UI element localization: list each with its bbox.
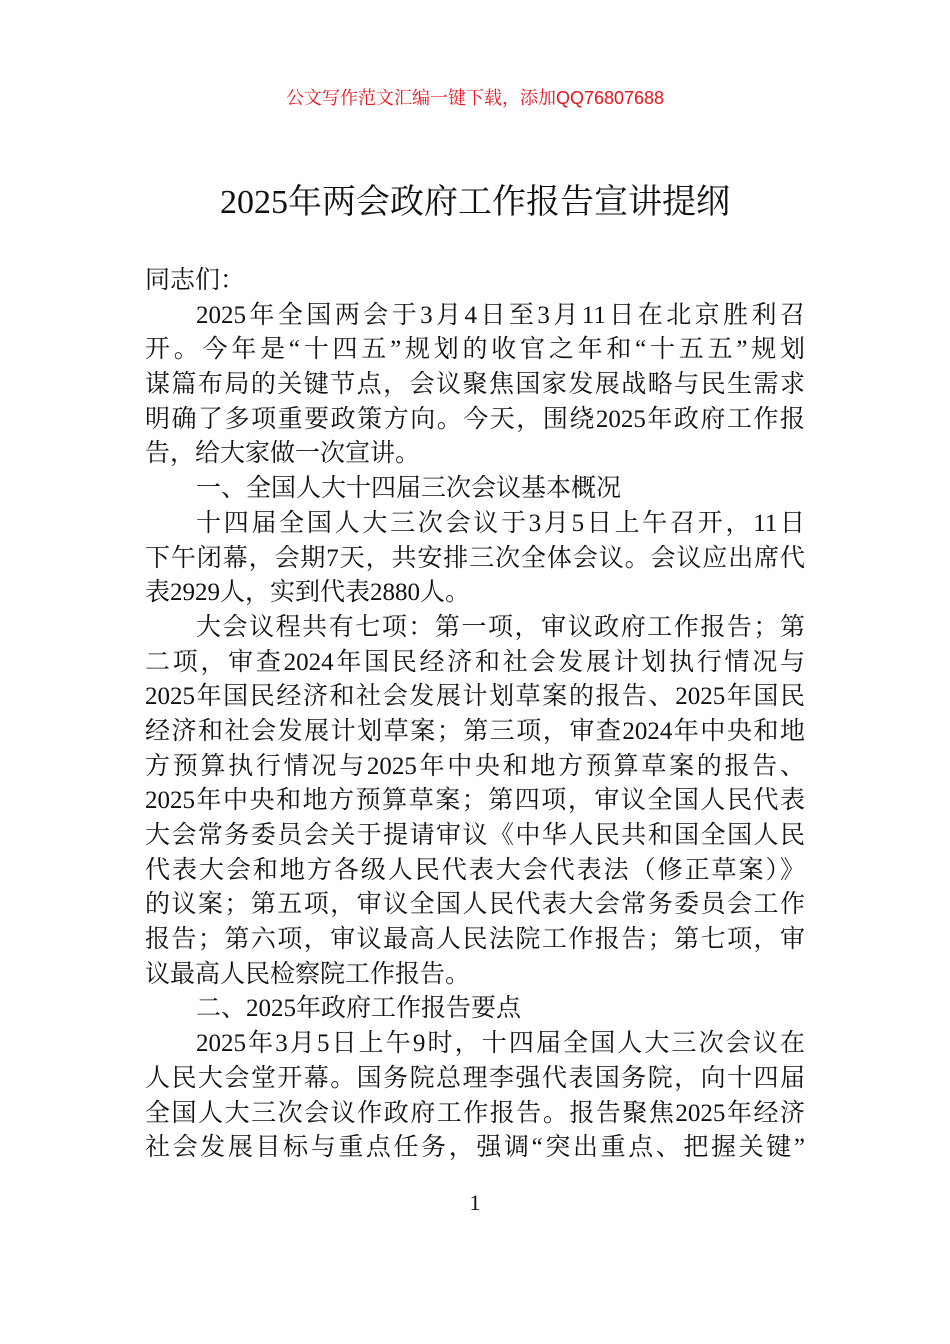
text-line: 经济和社会发展计划草案；第三项，审查2024年中央和地	[145, 717, 805, 745]
text-line: 表2929人，实到代表2880人。	[145, 579, 471, 607]
text-line: 明确了多项重要政策方向。今天，围绕2025年政府工作报	[145, 405, 805, 433]
text-line: 代表大会和地方各级人民代表大会代表法（修正草案）》	[145, 856, 805, 884]
text-line: 2025年中央和地方预算草案；第四项，审议全国人民代表	[145, 787, 805, 815]
text-line: 大会常务委员会关于提请审议《中华人民共和国全国人民	[145, 822, 805, 849]
text-line: 十四届全国人大三次会议于3月5日上午召开，11日	[196, 509, 805, 537]
text-line: 人民大会堂开幕。国务院总理李强代表国务院，向十四届	[145, 1064, 805, 1092]
text-line: 二、2025年政府工作报告要点	[196, 995, 522, 1023]
document-body	[145, 264, 805, 1166]
text-line: 报告；第六项，审议最高人民法院工作报告；第七项，审	[145, 926, 805, 954]
text-line: 议最高人民检察院工作报告。	[145, 960, 471, 988]
text-line: 社会发展目标与重点任务，强调“突出重点、把握关键”	[145, 1134, 805, 1162]
download-note-header: 公文写作范文汇编一键下载，添加QQ76807688	[285, 88, 665, 108]
text-line: 全国人大三次会议作政府工作报告。报告聚焦2025年经济	[145, 1099, 805, 1127]
text-line: 告，给大家做一次宣讲。	[145, 440, 421, 468]
text-line: 大会议程共有七项：第一项，审议政府工作报告；第	[196, 613, 805, 641]
text-line: 方预算执行情况与2025年中央和地方预算草案的报告、	[145, 752, 805, 780]
text-line: 同志们：	[145, 267, 246, 294]
page-number: 1	[469, 1190, 481, 1215]
text-line: 二项，审查2024年国民经济和社会发展计划执行情况与	[145, 648, 805, 676]
text-line: 下午闭幕，会期7天，共安排三次全体会议。会议应出席代	[145, 544, 805, 572]
text-line: 谋篇布局的关键节点，会议聚焦国家发展战略与民生需求	[145, 371, 805, 399]
text-line: 的议案；第五项，审议全国人民代表大会常务委员会工作	[145, 891, 805, 919]
text-line: 2025年全国两会于3月4日至3月11日在北京胜利召	[196, 301, 805, 329]
text-line: 2025年3月5日上午9时，十四届全国人大三次会议在	[196, 1030, 805, 1058]
text-line: 一、全国人大十四届三次会议基本概况	[196, 475, 622, 503]
text-line: 开。今年是“十四五”规划的收官之年和“十五五”规划	[145, 336, 805, 364]
document-title: 2025年两会政府工作报告宣讲提纲	[220, 184, 730, 221]
text-line: 2025年国民经济和社会发展计划草案的报告、2025年国民	[145, 683, 805, 711]
